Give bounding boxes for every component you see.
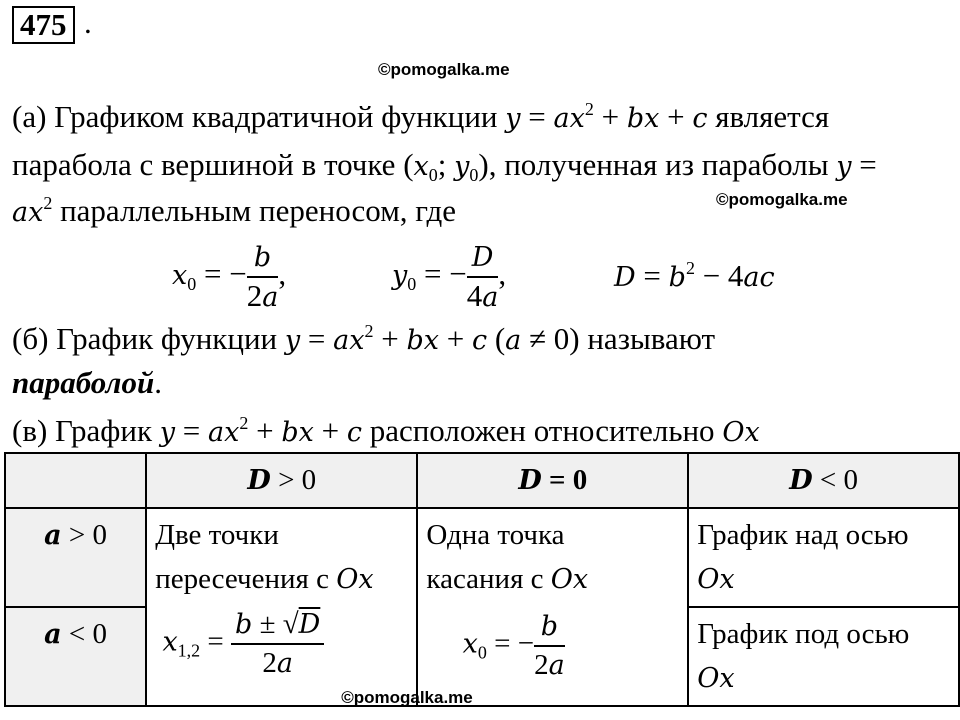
cell-text: График под осью <box>697 618 910 650</box>
formula-x0: $x_0$ = − $\frac{b}{2a}$ , <box>172 238 286 316</box>
watermark: ©pomogalka.me <box>716 190 848 209</box>
watermark: ©pomogalka.me <box>341 688 473 707</box>
axis-label: Ox <box>550 564 589 595</box>
table-corner <box>5 453 146 508</box>
term-period: . <box>154 365 162 400</box>
cell-text: Две точки <box>155 519 279 551</box>
cell-d-negative-a-positive <box>688 508 959 607</box>
part-v-text: (в) График <box>12 413 160 448</box>
problem-number: 475 <box>12 6 75 44</box>
part-a-text: (а) Графиком квадратичной функции <box>12 99 506 134</box>
formula-x12: $x_{1,2}$ = $\frac{b \pm √D}{2a}$ ©pomogalka.me <box>155 606 408 682</box>
cell-text: пересечения с <box>155 563 337 595</box>
cell-text: График над осью <box>697 519 909 551</box>
formula-x0-tangent: $x_0$ = − $\frac{b}{2a}$ <box>426 608 679 684</box>
part-b-text: называют <box>579 321 716 356</box>
part-b-line-1: (б) График функции $y = ax^2$ + bx + c (a ≠ 0) называют <box>12 321 716 356</box>
row-label-a-negative: a < 0 <box>5 607 146 706</box>
part-v-text: расположен относительно <box>361 413 723 448</box>
part-a-text: является <box>707 99 830 134</box>
row-label-a-positive: a > 0 <box>5 508 146 607</box>
part-a-line-3: $ax^2$ параллельным переносом, где <box>12 193 457 228</box>
problem-number-dot: . <box>84 5 92 40</box>
header-d-positive: D > 0 <box>146 453 417 508</box>
part-b-text: (б) График функции <box>12 321 285 356</box>
axis-label: Ox <box>722 417 760 448</box>
roots-table <box>4 452 960 707</box>
header-d-negative: D < 0 <box>688 453 959 508</box>
part-b-line-2 <box>12 364 162 402</box>
term-parabola: параболой <box>12 365 155 400</box>
cell-d-negative-a-negative <box>688 607 959 706</box>
formula-y0: $y_0$ = − $\frac{D}{4a}$ , <box>392 238 506 316</box>
cell-d-positive <box>146 508 473 707</box>
part-a-text: параллельным переносом, где <box>52 193 457 228</box>
axis-label: Ox <box>697 663 735 694</box>
part-v-line: (в) График $y = ax^2$ + bx + c расположен относительно Ox <box>12 413 760 448</box>
part-a-text: , полученная из параболы <box>488 147 837 182</box>
cell-text-line2 <box>155 557 408 602</box>
watermark: ©pomogalka.me <box>378 60 510 79</box>
part-a-text: парабола с вершиной в точке <box>12 147 404 182</box>
cell-text: Одна точка <box>426 519 565 551</box>
header-d-zero: D = 0 <box>417 453 688 508</box>
axis-label: Ox <box>697 564 735 595</box>
cell-text: касания с <box>426 563 551 595</box>
part-a-line-1: (а) Графиком квадратичной функции $y = ax^2$ + bx + c является <box>12 99 830 134</box>
axis-label: Ox <box>336 564 374 595</box>
cell-text-line2 <box>426 557 679 602</box>
formula-discriminant: $D = b^2 - 4ac$ <box>614 258 775 293</box>
part-a-line-2: парабола с вершиной в точке ($x_0$; $y_0$), полученная из параболы y = <box>12 147 877 185</box>
